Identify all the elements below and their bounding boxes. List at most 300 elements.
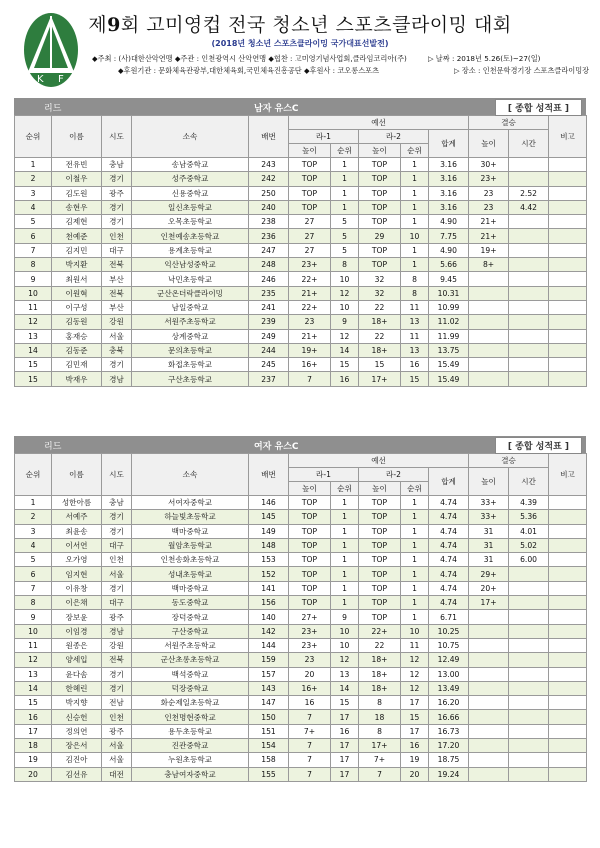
cell-name: 김선유 (52, 767, 102, 781)
cell-final-time (509, 753, 549, 767)
cell-r1-rank: 5 (331, 243, 359, 257)
cell-school: 백석중학교 (132, 667, 249, 681)
cell-name: 김민재 (52, 358, 102, 372)
cell-rank: 15 (15, 358, 52, 372)
cell-r2-height: 7 (359, 767, 401, 781)
col-route2: 라-2 (359, 130, 429, 144)
cell-rank: 13 (15, 667, 52, 681)
cell-region: 충남 (102, 496, 132, 510)
table-row (15, 567, 587, 581)
cell-bib: 241 (249, 300, 289, 314)
cell-total: 3.16 (429, 172, 469, 186)
cell-bib: 250 (249, 186, 289, 200)
cell-r2-rank: 16 (401, 358, 429, 372)
cell-r1-rank: 12 (331, 286, 359, 300)
cell-total: 7.75 (429, 229, 469, 243)
col-r1-height: 높이 (289, 144, 331, 158)
cell-r2-rank: 1 (401, 510, 429, 524)
table-row (15, 724, 587, 738)
cell-r2-rank: 10 (401, 229, 429, 243)
cell-school: 동도중학교 (132, 596, 249, 610)
cell-total: 4.74 (429, 553, 469, 567)
cell-r1-rank: 1 (331, 553, 359, 567)
results-section-women (14, 436, 586, 782)
cell-school: 신용중학교 (132, 186, 249, 200)
cell-r1-height: TOP (289, 496, 331, 510)
cell-r1-rank: 14 (331, 681, 359, 695)
cell-school: 인천송화초등학교 (132, 553, 249, 567)
cell-final-height (469, 286, 509, 300)
col-total: 합계 (429, 130, 469, 158)
cell-final-height: 20+ (469, 581, 509, 595)
cell-final-time: 5.36 (509, 510, 549, 524)
cell-r2-rank: 1 (401, 581, 429, 595)
cell-r2-rank: 12 (401, 653, 429, 667)
cell-r2-rank: 11 (401, 638, 429, 652)
cell-final-time (509, 258, 549, 272)
cell-final-height: 31 (469, 553, 509, 567)
cell-name: 이임경 (52, 624, 102, 638)
cell-final-time (509, 610, 549, 624)
cell-name: 전유빈 (52, 158, 102, 172)
cell-r2-height: 18+ (359, 343, 401, 357)
cell-name: 이유창 (52, 581, 102, 595)
cell-r2-rank: 15 (401, 710, 429, 724)
cell-final-time (509, 229, 549, 243)
cell-school: 군산초롱초등학교 (132, 653, 249, 667)
cell-bib: 246 (249, 272, 289, 286)
cell-r2-rank: 1 (401, 215, 429, 229)
cell-school: 서원주초등학교 (132, 315, 249, 329)
cell-note (549, 739, 587, 753)
cell-note (549, 567, 587, 581)
cell-r2-rank: 17 (401, 724, 429, 738)
cell-r2-height: 22 (359, 638, 401, 652)
cell-name: 정의연 (52, 724, 102, 738)
cell-total: 3.16 (429, 186, 469, 200)
cell-r2-height: TOP (359, 581, 401, 595)
section-title-bar (14, 98, 586, 115)
cell-note (549, 496, 587, 510)
cell-region: 강원 (102, 638, 132, 652)
cell-r2-height: 22 (359, 300, 401, 314)
cell-rank: 5 (15, 553, 52, 567)
cell-region: 충북 (102, 343, 132, 357)
cell-note (549, 372, 587, 386)
cell-bib: 156 (249, 596, 289, 610)
cell-total: 16.66 (429, 710, 469, 724)
cell-school: 군산온더락클라이밍 (132, 286, 249, 300)
cell-r2-rank: 1 (401, 610, 429, 624)
cell-total: 10.25 (429, 624, 469, 638)
cell-r1-height: 7 (289, 767, 331, 781)
col-note: 비고 (549, 454, 587, 496)
cell-school: 용계초등학교 (132, 243, 249, 257)
table-row (15, 753, 587, 767)
cell-r1-rank: 1 (331, 186, 359, 200)
cell-r2-rank: 16 (401, 739, 429, 753)
cell-final-time: 4.39 (509, 496, 549, 510)
cell-r2-height: 22 (359, 329, 401, 343)
col-total: 합계 (429, 468, 469, 496)
cell-note (549, 158, 587, 172)
cell-r1-height: TOP (289, 186, 331, 200)
cell-total: 4.74 (429, 538, 469, 552)
cell-r2-height: TOP (359, 610, 401, 624)
cell-final-time (509, 581, 549, 595)
col-final-time: 시간 (509, 468, 549, 496)
cell-r1-height: 20 (289, 667, 331, 681)
cell-r1-rank: 1 (331, 510, 359, 524)
cell-final-height: 33+ (469, 510, 509, 524)
cell-rank: 7 (15, 243, 52, 257)
col-school: 소속 (132, 116, 249, 158)
cell-r1-height: 23+ (289, 258, 331, 272)
table-row (15, 358, 587, 372)
cell-region: 서울 (102, 329, 132, 343)
cell-region: 경기 (102, 358, 132, 372)
cell-r2-height: TOP (359, 172, 401, 186)
cell-total: 4.74 (429, 596, 469, 610)
cell-note (549, 329, 587, 343)
cell-rank: 14 (15, 343, 52, 357)
cell-rank: 8 (15, 258, 52, 272)
table-row (15, 243, 587, 257)
cell-total: 4.74 (429, 524, 469, 538)
cell-r2-rank: 1 (401, 186, 429, 200)
cell-r2-rank: 8 (401, 286, 429, 300)
cell-r1-rank: 8 (331, 258, 359, 272)
cell-r1-height: TOP (289, 553, 331, 567)
cell-note (549, 315, 587, 329)
cell-final-height: 21+ (469, 215, 509, 229)
cell-rank: 18 (15, 739, 52, 753)
cell-bib: 141 (249, 581, 289, 595)
cell-r1-rank: 15 (331, 358, 359, 372)
cell-school: 구산초등학교 (132, 372, 249, 386)
cell-r2-height: TOP (359, 524, 401, 538)
cell-bib: 237 (249, 372, 289, 386)
cell-region: 경기 (102, 510, 132, 524)
cell-final-time (509, 739, 549, 753)
cell-r1-rank: 13 (331, 667, 359, 681)
table-row (15, 258, 587, 272)
table-row (15, 596, 587, 610)
cell-school: 상계중학교 (132, 329, 249, 343)
cell-r2-rank: 19 (401, 753, 429, 767)
cell-note (549, 524, 587, 538)
sponsor-text: ◆후원기관 : 문화체육관광부,대한체육회,국민체육진흥공단 ◆후원사 : 코오롱스포츠 (118, 66, 380, 75)
cell-bib: 247 (249, 243, 289, 257)
cell-bib: 240 (249, 200, 289, 214)
col-r1-rank: 순위 (331, 144, 359, 158)
date-text: ▷ 날짜 : 2018년 5.26(토)~27(일) (428, 54, 541, 63)
col-note: 비고 (549, 116, 587, 158)
cell-r2-rank: 1 (401, 200, 429, 214)
cell-rank: 20 (15, 767, 52, 781)
cell-total: 12.49 (429, 653, 469, 667)
cell-name: 김동원 (52, 315, 102, 329)
cell-bib: 242 (249, 172, 289, 186)
cell-final-time (509, 315, 549, 329)
cell-bib: 143 (249, 681, 289, 695)
cell-final-height: 33+ (469, 496, 509, 510)
cell-rank: 15 (15, 372, 52, 386)
table-row (15, 229, 587, 243)
cell-r1-rank: 16 (331, 724, 359, 738)
cell-region: 경기 (102, 667, 132, 681)
cell-r1-height: 16 (289, 696, 331, 710)
cell-r2-height: TOP (359, 258, 401, 272)
cell-note (549, 186, 587, 200)
cell-r1-rank: 12 (331, 653, 359, 667)
col-final-height: 높이 (469, 468, 509, 496)
col-bib: 배번 (249, 454, 289, 496)
cell-r2-rank: 13 (401, 315, 429, 329)
cell-bib: 140 (249, 610, 289, 624)
col-region: 시도 (102, 454, 132, 496)
col-r2-height: 높이 (359, 144, 401, 158)
place-text: ▷ 장소 : 인천문학경기장 스포츠클라이밍장 (454, 66, 590, 75)
cell-final-height (469, 610, 509, 624)
cell-bib: 236 (249, 229, 289, 243)
cell-r2-height: TOP (359, 538, 401, 552)
cell-name: 김동준 (52, 343, 102, 357)
cell-r1-rank: 1 (331, 567, 359, 581)
cell-rank: 16 (15, 710, 52, 724)
cell-bib: 239 (249, 315, 289, 329)
cell-name: 김지민 (52, 243, 102, 257)
cell-r2-rank: 1 (401, 538, 429, 552)
cell-name: 오가영 (52, 553, 102, 567)
cell-r1-rank: 9 (331, 315, 359, 329)
cell-note (549, 172, 587, 186)
cell-note (549, 510, 587, 524)
table-row (15, 681, 587, 695)
cell-note (549, 553, 587, 567)
cell-final-height (469, 300, 509, 314)
cell-r1-height: 23 (289, 315, 331, 329)
cell-r2-rank: 1 (401, 243, 429, 257)
col-final: 결승 (469, 116, 549, 130)
col-route1: 라-1 (289, 468, 359, 482)
cell-final-height: 8+ (469, 258, 509, 272)
cell-total: 4.74 (429, 581, 469, 595)
cell-final-height: 30+ (469, 158, 509, 172)
cell-rank: 12 (15, 315, 52, 329)
cell-r1-rank: 17 (331, 767, 359, 781)
cell-name: 이서연 (52, 538, 102, 552)
table-row (15, 667, 587, 681)
cell-r2-rank: 20 (401, 767, 429, 781)
cell-region: 경남 (102, 372, 132, 386)
cell-region: 충남 (102, 158, 132, 172)
cell-total: 15.49 (429, 358, 469, 372)
cell-bib: 151 (249, 724, 289, 738)
cell-note (549, 538, 587, 552)
cell-r2-height: TOP (359, 186, 401, 200)
cell-name: 이은채 (52, 596, 102, 610)
cell-r2-rank: 13 (401, 343, 429, 357)
col-r2-height: 높이 (359, 482, 401, 496)
cell-final-height (469, 653, 509, 667)
cell-final-height (469, 681, 509, 695)
col-r1-height: 높이 (289, 482, 331, 496)
cell-note (549, 229, 587, 243)
cell-note (549, 724, 587, 738)
cell-r1-height: TOP (289, 172, 331, 186)
cell-r1-height: TOP (289, 158, 331, 172)
cell-r2-rank: 1 (401, 596, 429, 610)
table-row (15, 200, 587, 214)
cell-total: 4.90 (429, 215, 469, 229)
cell-r1-height: 7 (289, 753, 331, 767)
cell-bib: 159 (249, 653, 289, 667)
table-row (15, 186, 587, 200)
cell-rank: 17 (15, 724, 52, 738)
cell-school: 인천명현중학교 (132, 710, 249, 724)
cell-final-height (469, 710, 509, 724)
cell-r2-height: 8 (359, 724, 401, 738)
cell-r2-rank: 1 (401, 567, 429, 581)
cell-region: 인천 (102, 553, 132, 567)
cell-note (549, 300, 587, 314)
cell-school: 문의초등학교 (132, 343, 249, 357)
table-row (15, 329, 587, 343)
cell-final-time (509, 567, 549, 581)
cell-final-height (469, 753, 509, 767)
cell-region: 인천 (102, 710, 132, 724)
cell-bib: 146 (249, 496, 289, 510)
cell-r1-height: 23+ (289, 624, 331, 638)
cell-school: 익산남성중학교 (132, 258, 249, 272)
cell-total: 3.16 (429, 200, 469, 214)
cell-rank: 9 (15, 272, 52, 286)
cell-region: 서울 (102, 567, 132, 581)
cell-school: 장덕중학교 (132, 610, 249, 624)
cell-final-height (469, 343, 509, 357)
cell-total: 17.20 (429, 739, 469, 753)
host-info (92, 54, 592, 64)
cell-region: 대전 (102, 767, 132, 781)
cell-bib: 142 (249, 624, 289, 638)
cell-school: 남일중학교 (132, 300, 249, 314)
cell-total: 6.71 (429, 610, 469, 624)
cell-r2-height: TOP (359, 510, 401, 524)
cell-bib: 154 (249, 739, 289, 753)
results-label: [ 종합 성적표 ] (495, 99, 582, 116)
cell-final-time (509, 272, 549, 286)
table-row (15, 343, 587, 357)
cell-final-height (469, 272, 509, 286)
cell-name: 윤다솜 (52, 667, 102, 681)
cell-bib: 153 (249, 553, 289, 567)
cell-r1-height: 22+ (289, 272, 331, 286)
cell-region: 대구 (102, 243, 132, 257)
cell-rank: 15 (15, 696, 52, 710)
cell-region: 경기 (102, 215, 132, 229)
cell-final-height (469, 667, 509, 681)
cell-r2-rank: 1 (401, 172, 429, 186)
cell-r1-height: 7 (289, 372, 331, 386)
cell-final-height: 23 (469, 186, 509, 200)
cell-final-time (509, 696, 549, 710)
cell-rank: 1 (15, 496, 52, 510)
cell-note (549, 681, 587, 695)
cell-rank: 4 (15, 200, 52, 214)
cell-total: 3.16 (429, 158, 469, 172)
cell-bib: 244 (249, 343, 289, 357)
cell-final-time (509, 172, 549, 186)
cell-final-height (469, 329, 509, 343)
cell-name: 장보윤 (52, 610, 102, 624)
cell-r2-height: 18+ (359, 667, 401, 681)
table-row (15, 653, 587, 667)
cell-school: 구산중학교 (132, 624, 249, 638)
cell-r1-height: 27 (289, 243, 331, 257)
cell-name: 이철우 (52, 172, 102, 186)
cell-r1-height: 22+ (289, 300, 331, 314)
cell-name: 서예주 (52, 510, 102, 524)
cell-final-time (509, 329, 549, 343)
cell-r2-height: 17+ (359, 372, 401, 386)
table-row (15, 710, 587, 724)
cell-total: 10.75 (429, 638, 469, 652)
cell-r2-rank: 1 (401, 258, 429, 272)
cell-r1-rank: 1 (331, 581, 359, 595)
cell-r1-rank: 1 (331, 596, 359, 610)
cell-rank: 10 (15, 286, 52, 300)
cell-rank: 7 (15, 581, 52, 595)
cell-r1-rank: 10 (331, 272, 359, 286)
cell-region: 경기 (102, 172, 132, 186)
cell-school: 누원초등학교 (132, 753, 249, 767)
cell-school: 일신초등학교 (132, 200, 249, 214)
cell-r2-height: 29 (359, 229, 401, 243)
cell-final-height: 17+ (469, 596, 509, 610)
cell-r1-rank: 5 (331, 229, 359, 243)
cell-total: 9.45 (429, 272, 469, 286)
cell-note (549, 767, 587, 781)
cell-final-height (469, 315, 509, 329)
cell-total: 19.24 (429, 767, 469, 781)
cell-bib: 238 (249, 215, 289, 229)
table-row (15, 372, 587, 386)
cell-r1-rank: 9 (331, 610, 359, 624)
cell-region: 경남 (102, 624, 132, 638)
col-bib: 배번 (249, 116, 289, 158)
cell-r1-rank: 5 (331, 215, 359, 229)
cell-region: 전북 (102, 258, 132, 272)
cell-r2-height: 18 (359, 710, 401, 724)
table-row (15, 215, 587, 229)
cell-note (549, 215, 587, 229)
cell-school: 성내초등학교 (132, 567, 249, 581)
cell-total: 5.66 (429, 258, 469, 272)
cell-total: 4.74 (429, 510, 469, 524)
cell-school: 백마중학교 (132, 581, 249, 595)
cell-r2-rank: 17 (401, 696, 429, 710)
cell-r2-height: 18+ (359, 315, 401, 329)
cell-note (549, 638, 587, 652)
table-row (15, 315, 587, 329)
cell-rank: 9 (15, 610, 52, 624)
discipline-label: 리드 (44, 442, 62, 452)
cell-r1-rank: 14 (331, 343, 359, 357)
col-r1-rank: 순위 (331, 482, 359, 496)
cell-note (549, 653, 587, 667)
cell-r2-height: 18+ (359, 653, 401, 667)
